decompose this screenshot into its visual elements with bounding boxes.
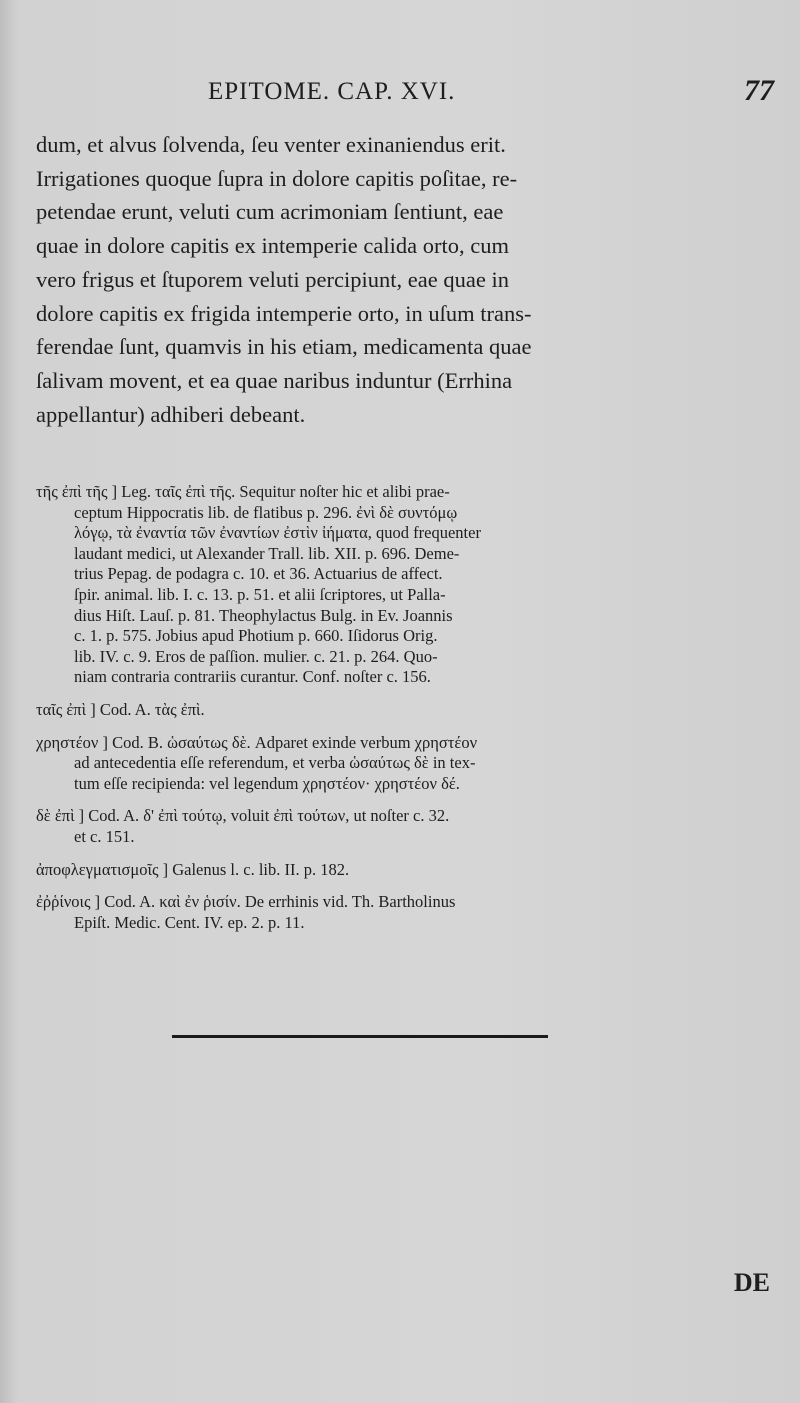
footnote-line: ceptum Hippocratis lib. de flatibus p. 296. ἐνὶ δὲ συντόμῳ — [74, 502, 458, 522]
footnote — [36, 482, 776, 688]
text-line: quae in dolore capitis ex intemperie calida orto, cum — [36, 233, 509, 259]
footnote-line: δὲ ἐπὶ ] Cod. A. δ' ἐπὶ τούτῳ, voluit ἐπὶ τούτων, ut noſter c. 32. — [36, 806, 450, 826]
text-line: dolore capitis ex frigida intemperie orto, in uſum trans- — [36, 300, 532, 326]
footnote-line: c. 1. p. 575. Jobius apud Photium p. 660. Iſidorus Orig. — [74, 626, 438, 646]
footnote-line: laudant medici, ut Alexander Trall. lib. XII. p. 696. Deme- — [74, 543, 460, 563]
footnote-line: χρηστέον ] Cod. B. ὡσαύτως δὲ. Adparet exinde verbum χρηστέον — [36, 732, 478, 752]
footnote-line: τῆς ἐπὶ τῆς ] Leg. ταῖς ἐπὶ τῆς. Sequitur noſter hic et alibi prae- — [36, 482, 450, 501]
footnote — [36, 700, 776, 721]
page-number: 77 — [744, 74, 774, 107]
footnote — [36, 860, 776, 881]
text-line: petendae erunt, veluti cum acrimoniam ſentiunt, eae — [36, 199, 504, 225]
footnote — [36, 733, 776, 795]
text-line: ſalivam movent, et ea quae naribus induntur (Errhina — [36, 367, 513, 393]
footnote-line: ſpir. animal. lib. I. c. 13. p. 51. et alii ſcriptores, ut Palla- — [74, 584, 446, 604]
footnote-line: trius Pepag. de podagra c. 10. et 36. Actuarius de affect. — [74, 564, 443, 584]
footnote-line: lib. IV. c. 9. Eros de paſſion. mulier. c. 21. p. 264. Quo- — [74, 646, 438, 666]
footnote-line: λόγῳ, τὰ ἐναντία τῶν ἐναντίων ἐστὶν ἰήματα, quod frequenter — [74, 523, 481, 543]
footnote-line: tum eſſe recipienda: vel legendum χρηστέον· χρηστέον δέ. — [74, 773, 460, 793]
text-line: appellantur) adhiberi debeant. — [36, 401, 306, 427]
footnote-line: dius Hiſt. Lauſ. p. 81. Theophylactus Bulg. in Ev. Joannis — [74, 605, 453, 625]
footnote-line: ἐῤῥίνοις ] Cod. A. καὶ ἐν ῥισίν. De errhinis vid. Th. Bartholinus — [36, 892, 456, 912]
text-line: vero frigus et ſtuporem veluti percipiunt, eae quae in — [36, 266, 509, 292]
footnote — [36, 806, 776, 847]
footnote-line: ad antecedentia eſſe referendum, et verba ὡσαύτως δὲ in tex- — [74, 753, 476, 773]
footnote-line: ταῖς ἐπὶ ] Cod. A. τὰς ἐπὶ. — [36, 699, 205, 719]
footnote-line: et c. 151. — [74, 826, 135, 846]
text-line: dum, et alvus ſolvenda, ſeu venter exinaniendus erit. — [36, 132, 506, 157]
page-header — [0, 74, 800, 118]
footnote-line: niam contraria contrariis curantur. Conf. noſter c. 156. — [74, 667, 431, 687]
footnote-line: Epiſt. Medic. Cent. IV. ep. 2. p. 11. — [74, 912, 305, 932]
running-head: EPITOME. CAP. XVI. — [208, 78, 456, 105]
catchword: DE — [733, 1268, 770, 1297]
footnotes — [36, 482, 776, 945]
text-line: Irrigationes quoque ſupra in dolore capitis poſitae, re- — [36, 165, 518, 191]
text-line: ferendae ſunt, quamvis in his etiam, medicamenta quae — [36, 334, 532, 360]
main-text — [36, 128, 766, 431]
footnote-line: ἀποφλεγματισμοῖς ] Galenus l. c. lib. II. p. 182. — [36, 859, 350, 879]
footnote — [36, 892, 776, 933]
section-rule — [172, 1035, 548, 1038]
